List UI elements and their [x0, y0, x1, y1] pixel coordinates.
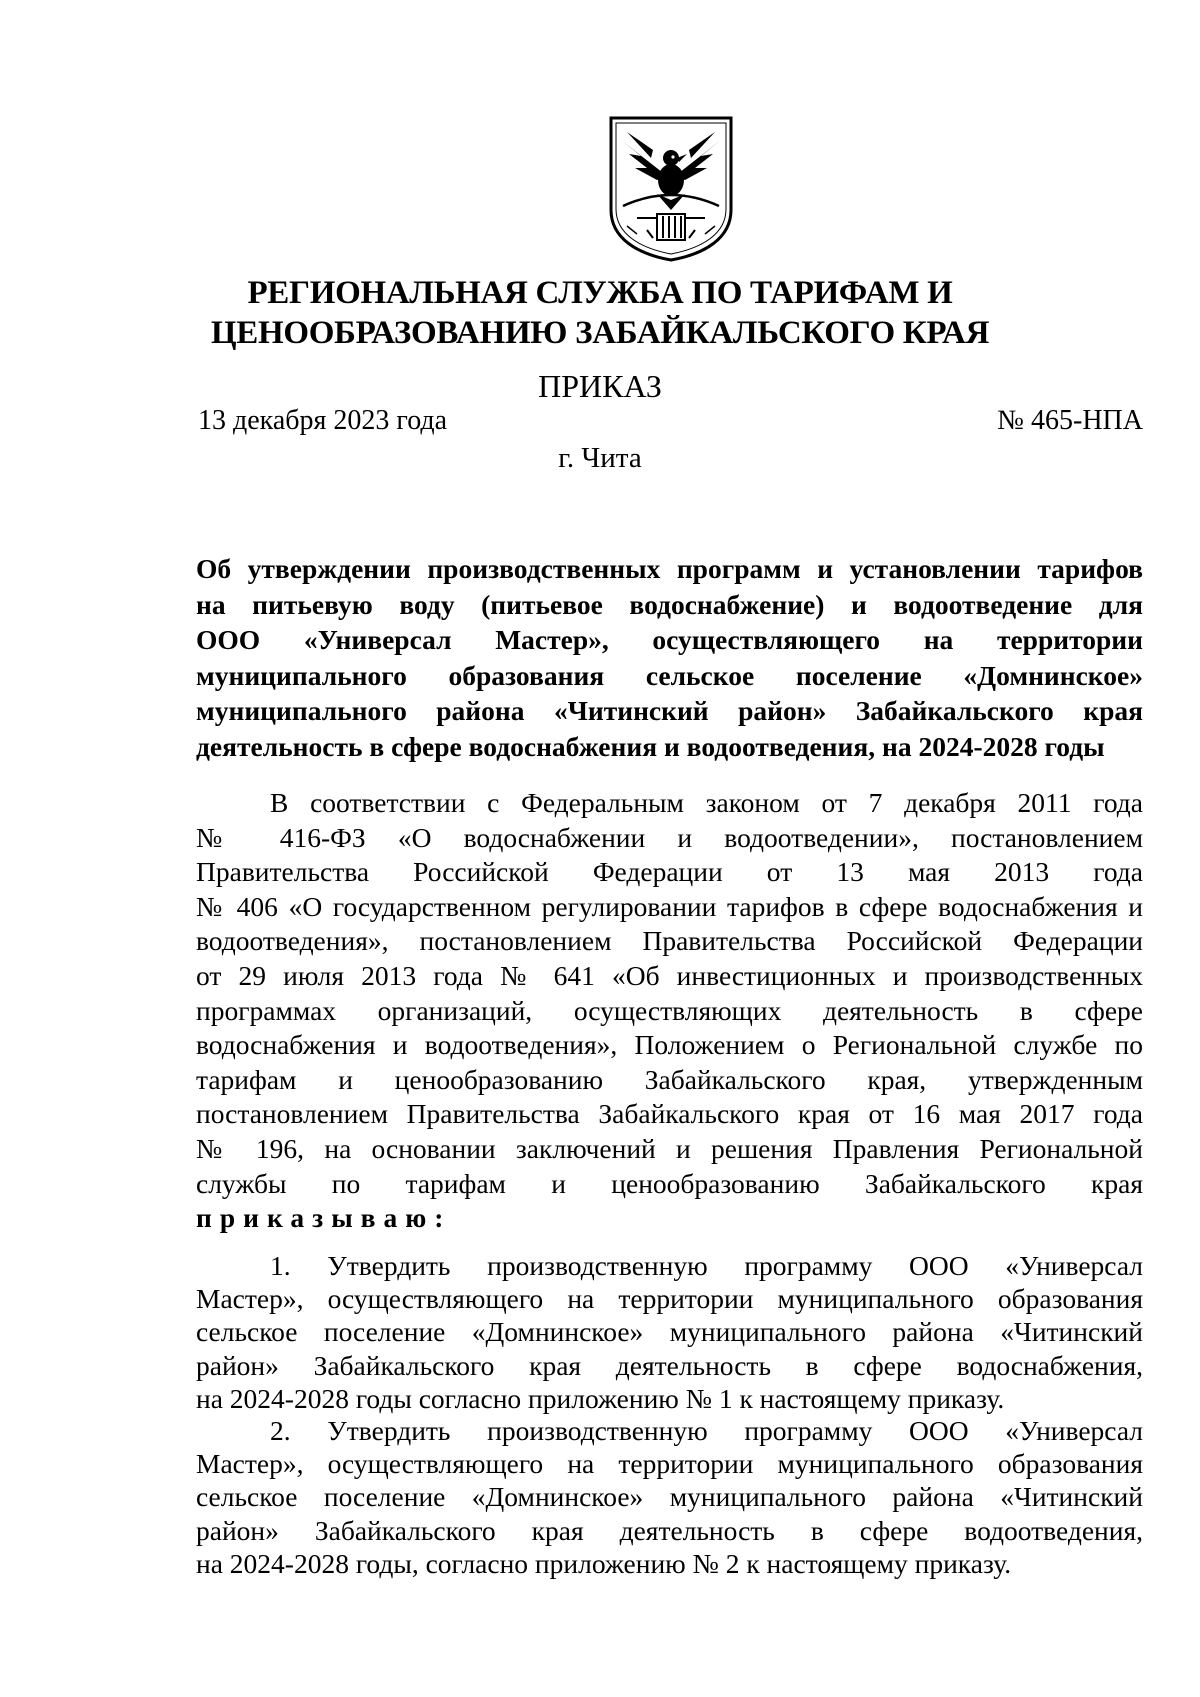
item-line: 2. Утвердить производственную программу ООО «Универсал [270, 1415, 1143, 1446]
item-line: Мастер», осуществляющего на территории муниципального образования [196, 1283, 1143, 1315]
subject-line: муниципального образования сельское поселение «Домнинское» [196, 659, 1143, 691]
subject-line: муниципального района «Читинский район» Забайкальского края [196, 695, 1143, 726]
org-title-line2: ЦЕНООБРАЗОВАНИЮ ЗАБАЙКАЛЬСКОГО КРАЯ [210, 315, 990, 351]
order-word: приказываю: [196, 1202, 452, 1234]
preamble-line: программах организаций, осуществляющих деятельность в сфере [196, 994, 1143, 1026]
item-line: на 2024-2028 годы, согласно приложению № 2 к настоящему приказу. [196, 1547, 1012, 1579]
preamble-paragraph [196, 786, 1143, 1236]
preamble-line: тарифам и ценообразованию Забайкальского края, утвержденным [196, 1063, 1143, 1095]
preamble-line: от 29 июля 2013 года № 641 «Об инвестиционных и производственных [196, 959, 1143, 991]
item-line: район» Забайкальского края деятельность в сфере водоснабжения, [196, 1349, 1143, 1381]
document-type: ПРИКАЗ [538, 368, 662, 404]
subject-line: деятельность в сфере водоснабжения и водоотведения, на 2024-2028 годы [196, 730, 1105, 762]
preamble-line: водоотведения», постановлением Правительства Российской Федерации [196, 925, 1143, 957]
order-item-2 [196, 1414, 1143, 1580]
coat-of-arms-icon [607, 114, 735, 262]
preamble-line: постановлением Правительства Забайкальского края от 16 мая 2017 года [196, 1098, 1143, 1130]
preamble-line: В соответствии с Федеральным законом от 7 декабря 2011 года [270, 787, 1143, 818]
order-item-1 [196, 1249, 1143, 1415]
item-line: сельское поселение «Домнинское» муниципального района «Читинский [196, 1481, 1143, 1513]
item-line: район» Забайкальского края деятельность в сфере водоотведения, [196, 1514, 1143, 1546]
document-city: г. Чита [558, 442, 642, 474]
document-date: 13 декабря 2023 года [198, 405, 448, 436]
document-subject [196, 551, 1143, 764]
subject-line: на питьевую воду (питьевое водоснабжение) и водоотведение для [196, 588, 1143, 620]
preamble-line: № 196, на основании заключений и решения Правления Региональной [196, 1132, 1143, 1164]
subject-line: ООО «Универсал Мастер», осуществляющего на территории [196, 624, 1143, 655]
subject-line: Об утверждении производственных программ и установлении тарифов [196, 553, 1143, 584]
preamble-line: Правительства Российской Федерации от 13 мая 2013 года [196, 856, 1143, 888]
item-line: Мастер», осуществляющего на территории муниципального образования [196, 1448, 1143, 1480]
preamble-line: № 416-ФЗ «О водоснабжении и водоотведении», постановлением [196, 821, 1143, 853]
org-title-line1: РЕГИОНАЛЬНАЯ СЛУЖБА ПО ТАРИФАМ И [247, 275, 953, 311]
document-number: № 465-НПА [997, 405, 1143, 436]
item-line: 1. Утвердить производственную программу ООО «Универсал [270, 1250, 1143, 1281]
preamble-line: службы по тарифам и ценообразованию Забайкальского края [196, 1167, 1143, 1199]
item-line: сельское поселение «Домнинское» муниципального района «Читинский [196, 1316, 1143, 1348]
preamble-line: № 406 «О государственном регулировании тарифов в сфере водоснабжения и [196, 890, 1143, 922]
preamble-line: водоснабжения и водоотведения», Положением о Региональной службе по [196, 1029, 1143, 1061]
item-line: на 2024-2028 годы согласно приложению № 1 к настоящему приказу. [196, 1382, 1005, 1414]
